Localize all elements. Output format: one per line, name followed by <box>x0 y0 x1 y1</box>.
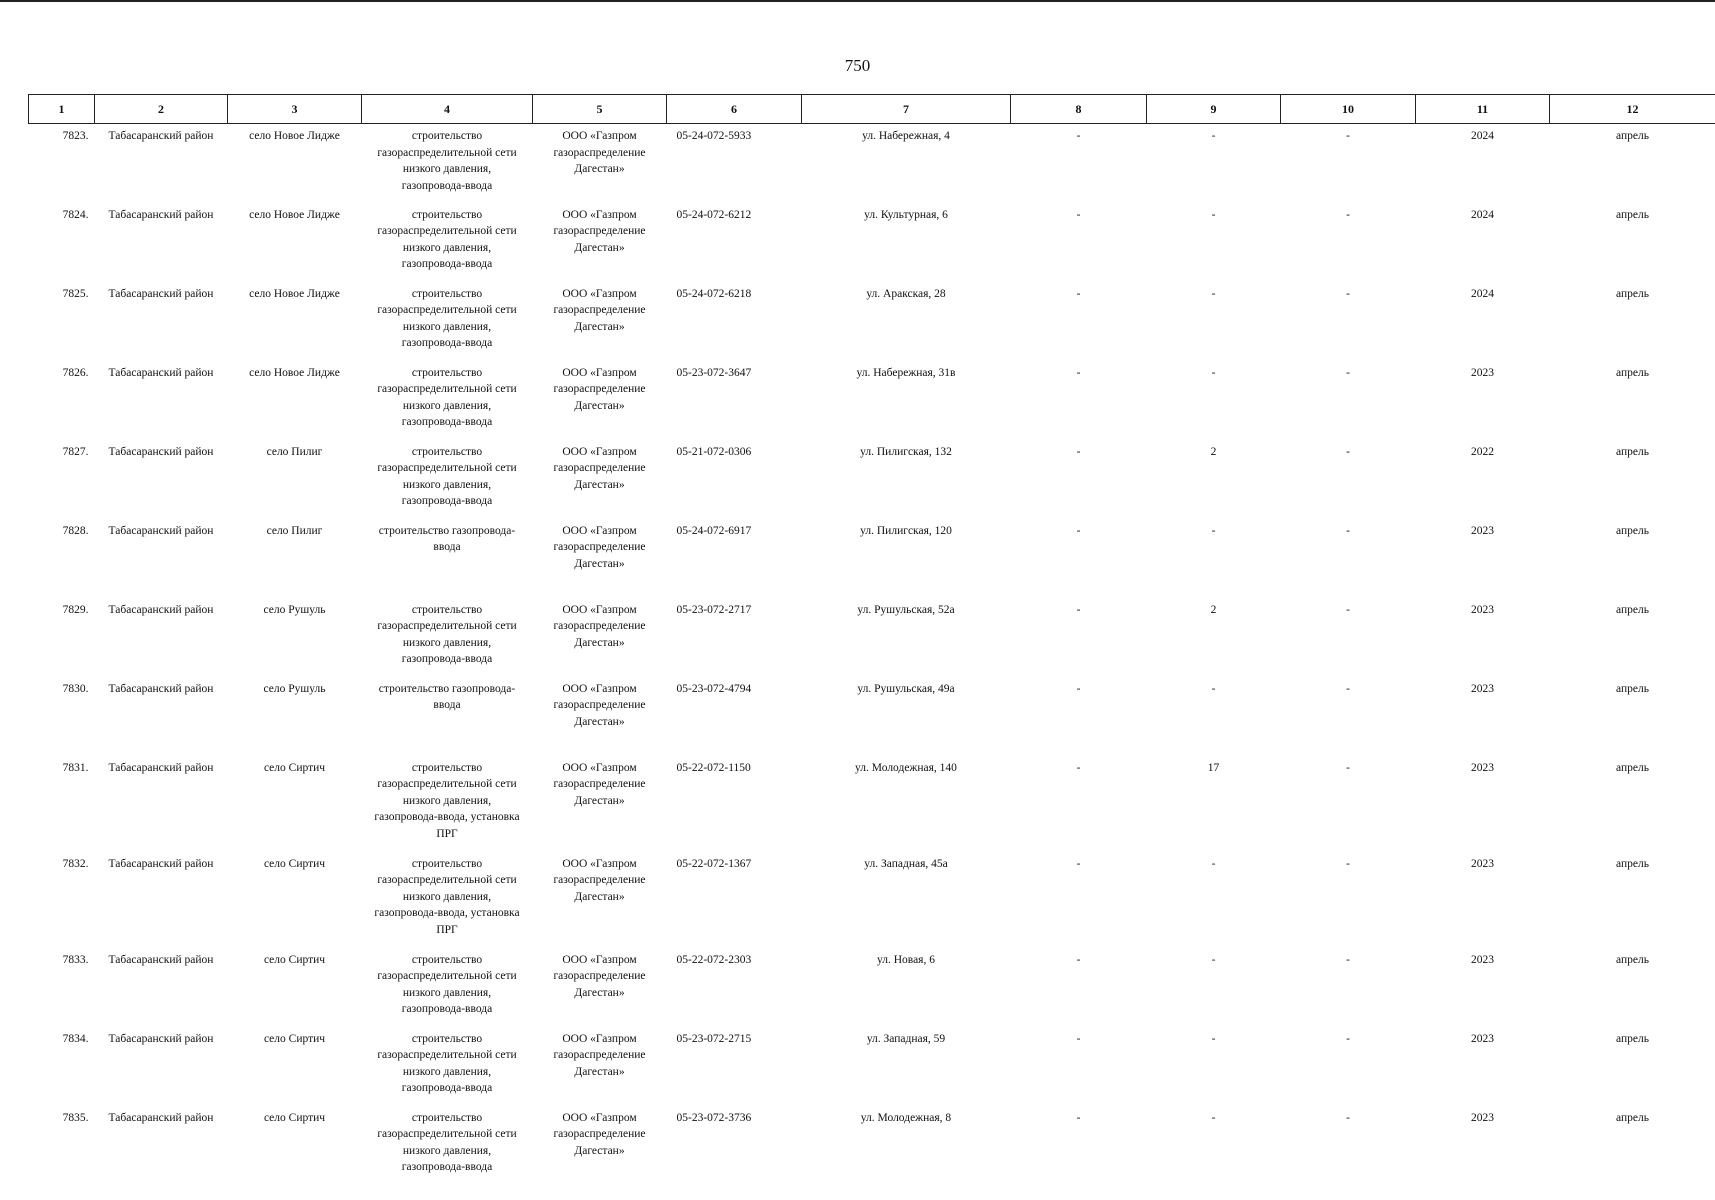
column-header-7: 7 <box>802 95 1011 124</box>
cell-code: 05-24-072-6218 <box>676 287 752 300</box>
cell-district: Табасаранский район <box>108 682 214 695</box>
cell-work-type-line: строительство газопровода- <box>378 682 516 695</box>
cell-col9: - <box>1211 1032 1216 1045</box>
cell-work-type <box>362 948 533 1027</box>
cell-settlement: село Новое Лидже <box>249 130 340 142</box>
cell-col8: - <box>1076 1032 1081 1045</box>
cell-col10: - <box>1346 366 1350 379</box>
cell-year: 2023 <box>1471 524 1494 537</box>
cell-work-type-line: низкого давления, <box>402 241 492 254</box>
cell-col8: - <box>1076 208 1081 221</box>
cell-district: Табасаранский район <box>108 130 214 142</box>
cell-organization-line: Дагестан» <box>574 986 625 999</box>
cell-settlement: село Пилиг <box>266 524 323 537</box>
cell-district: Табасаранский район <box>108 1111 214 1124</box>
cell-code: 05-21-072-0306 <box>676 445 752 458</box>
cell-number: 7830. <box>62 682 89 695</box>
cell-work-type-line: газораспределительной сети <box>377 462 517 474</box>
table-row <box>29 756 1715 852</box>
cell-year: 2023 <box>1471 761 1494 774</box>
cell-col9: - <box>1211 524 1216 537</box>
cell-work-type-line: строительство <box>411 857 483 870</box>
cell-number: 7833. <box>62 953 89 966</box>
cell-code: 05-24-072-6917 <box>676 524 752 537</box>
column-header-5: 5 <box>533 95 667 124</box>
cell-organization-line: Дагестан» <box>574 794 625 807</box>
cell-col8: - <box>1076 953 1081 966</box>
cell-number: 7828. <box>62 524 89 537</box>
cell-work-type-line: строительство <box>411 1032 483 1045</box>
cell-organization-line: ООО «Газпром <box>562 603 637 616</box>
column-header-9: 9 <box>1147 95 1281 124</box>
table-row <box>29 677 1715 756</box>
cell-organization <box>533 852 667 948</box>
cell-month: апрель <box>1616 366 1649 379</box>
cell-number: 7835. <box>62 1111 89 1124</box>
column-header-8: 8 <box>1011 95 1147 124</box>
cell-col9: - <box>1211 366 1216 379</box>
cell-work-type-line: газопровода-ввода <box>401 1082 493 1094</box>
cell-col10: - <box>1346 445 1350 458</box>
cell-work-type-line: низкого давления, <box>402 1144 492 1157</box>
cell-work-type-line: низкого давления, <box>402 636 492 649</box>
cell-address: ул. Пилигская, 132 <box>860 445 952 458</box>
cell-work-type-line: ПРГ <box>436 923 458 936</box>
cell-year: 2024 <box>1471 208 1494 221</box>
cell-col10: - <box>1346 1032 1350 1045</box>
cell-work-type-line: газораспределительной сети <box>377 304 517 316</box>
cell-organization-line: газораспределение <box>553 1049 646 1061</box>
cell-organization-line: газораспределение <box>553 778 646 790</box>
cell-work-type-line: низкого давления, <box>402 794 492 807</box>
cell-work-type-line: строительство <box>411 603 483 616</box>
table-row <box>29 1027 1715 1106</box>
cell-work-type-line: ввода <box>433 541 461 553</box>
cell-col9: - <box>1211 953 1216 966</box>
cell-work-type-line: газораспределительной сети <box>377 1049 517 1061</box>
cell-work-type-line: ввода <box>433 699 461 711</box>
cell-year: 2023 <box>1471 366 1494 379</box>
cell-work-type <box>362 124 533 203</box>
cell-code: 05-24-072-6212 <box>676 208 752 221</box>
cell-district: Табасаранский район <box>108 953 214 966</box>
cell-settlement: село Сиртич <box>263 953 326 966</box>
cell-work-type <box>362 203 533 282</box>
cell-col8: - <box>1076 603 1081 616</box>
cell-col10: - <box>1346 857 1350 870</box>
cell-work-type-line: газораспределительной сети <box>377 146 517 159</box>
cell-organization-line: Дагестан» <box>574 399 625 412</box>
cell-address: ул. Набережная, 4 <box>862 130 950 142</box>
column-header-2: 2 <box>95 95 228 124</box>
cell-address: ул. Культурная, 6 <box>864 208 948 221</box>
cell-year: 2023 <box>1471 603 1494 616</box>
cell-organization-line: Дагестан» <box>574 163 625 175</box>
cell-settlement: село Сиртич <box>263 761 326 774</box>
cell-work-type-line: газопровода-ввода <box>401 495 493 507</box>
cell-organization-line: Дагестан» <box>574 636 625 649</box>
cell-settlement: село Пилиг <box>266 445 323 458</box>
cell-col10: - <box>1346 208 1350 221</box>
cell-number: 7827. <box>62 445 89 458</box>
cell-organization <box>533 361 667 440</box>
cell-work-type-line: газораспределительной сети <box>377 970 517 982</box>
cell-organization-line: ООО «Газпром <box>562 1032 637 1045</box>
cell-code: 05-23-072-2715 <box>676 1032 752 1045</box>
table-row <box>29 203 1715 282</box>
cell-work-type <box>362 519 533 598</box>
cell-number: 7825. <box>62 287 89 300</box>
cell-organization <box>533 440 667 519</box>
cell-month: апрель <box>1616 857 1649 870</box>
cell-col9: - <box>1211 208 1216 221</box>
cell-work-type-line: низкого давления, <box>402 478 492 491</box>
cell-year: 2023 <box>1471 682 1494 695</box>
cell-organization <box>533 124 667 203</box>
cell-work-type-line: газопровода-ввода, установка <box>374 811 520 823</box>
cell-work-type-line: строительство <box>411 208 483 221</box>
column-header-11: 11 <box>1416 95 1550 124</box>
cell-organization-line: ООО «Газпром <box>562 287 637 300</box>
table-row <box>29 1106 1715 1185</box>
cell-organization-line: газораспределение <box>553 874 646 886</box>
cell-work-type-line: газораспределительной сети <box>377 778 517 790</box>
cell-code: 05-24-072-5933 <box>676 130 752 142</box>
cell-col8: - <box>1076 366 1081 379</box>
cell-col8: - <box>1076 857 1081 870</box>
cell-organization-line: Дагестан» <box>574 557 625 570</box>
cell-work-type <box>362 677 533 756</box>
cell-col9: 17 <box>1207 761 1220 774</box>
cell-col9: - <box>1211 1111 1216 1124</box>
cell-code: 05-23-072-3736 <box>676 1111 752 1124</box>
cell-col9: - <box>1211 130 1216 142</box>
cell-address: ул. Аракская, 28 <box>866 287 946 300</box>
cell-work-type-line: газораспределительной сети <box>377 383 517 395</box>
cell-code: 05-22-072-1150 <box>676 761 751 774</box>
cell-year: 2022 <box>1471 445 1494 458</box>
cell-month: апрель <box>1616 682 1649 695</box>
cell-settlement: село Сиртич <box>263 1111 326 1124</box>
top-rule <box>0 0 1715 2</box>
cell-settlement: село Рушуль <box>263 603 326 616</box>
cell-organization-line: Дагестан» <box>574 1144 625 1157</box>
cell-organization-line: газораспределение <box>553 541 646 553</box>
cell-organization-line: ООО «Газпром <box>562 445 637 458</box>
cell-organization-line: Дагестан» <box>574 715 625 728</box>
cell-organization-line: ООО «Газпром <box>562 130 637 142</box>
page-number: 750 <box>844 56 871 75</box>
cell-organization-line: ООО «Газпром <box>562 524 637 537</box>
cell-month: апрель <box>1616 287 1649 300</box>
column-header-6: 6 <box>667 95 802 124</box>
cell-col10: - <box>1346 603 1350 616</box>
cell-col10: - <box>1346 287 1350 300</box>
cell-col8: - <box>1076 445 1081 458</box>
cell-organization <box>533 756 667 852</box>
cell-organization-line: ООО «Газпром <box>562 1111 637 1124</box>
cell-district: Табасаранский район <box>108 287 214 300</box>
cell-col9: - <box>1211 857 1216 870</box>
cell-work-type <box>362 756 533 852</box>
cell-address: ул. Западная, 59 <box>866 1032 946 1045</box>
cell-organization <box>533 519 667 598</box>
cell-organization-line: Дагестан» <box>574 1065 625 1078</box>
cell-work-type-line: низкого давления, <box>402 986 492 999</box>
cell-organization-line: Дагестан» <box>574 890 625 903</box>
cell-year: 2024 <box>1471 287 1494 300</box>
cell-organization-line: Дагестан» <box>574 320 625 333</box>
cell-year: 2023 <box>1471 1111 1494 1124</box>
cell-organization-line: газораспределение <box>553 383 646 395</box>
cell-code: 05-23-072-4794 <box>676 682 752 695</box>
cell-organization-line: Дагестан» <box>574 478 625 491</box>
cell-work-type-line: строительство <box>411 761 483 774</box>
cell-organization-line: газораспределение <box>553 225 646 237</box>
cell-district: Табасаранский район <box>108 761 214 774</box>
cell-organization-line: газораспределение <box>553 620 646 632</box>
cell-address: ул. Рушульская, 52а <box>857 603 955 616</box>
cell-work-type-line: газопровода-ввода <box>401 653 493 665</box>
cell-work-type <box>362 361 533 440</box>
cell-col10: - <box>1346 1111 1350 1124</box>
cell-month: апрель <box>1616 130 1649 142</box>
column-header-10: 10 <box>1281 95 1416 124</box>
cell-code: 05-23-072-3647 <box>676 366 752 379</box>
cell-organization-line: ООО «Газпром <box>562 761 637 774</box>
column-header-3: 3 <box>228 95 362 124</box>
cell-col9: 2 <box>1210 603 1217 616</box>
cell-col10: - <box>1346 130 1350 142</box>
cell-col8: - <box>1076 761 1081 774</box>
cell-year: 2023 <box>1471 1032 1494 1045</box>
table-body <box>29 124 1715 1185</box>
cell-col8: - <box>1076 524 1081 537</box>
table-row <box>29 440 1715 519</box>
cell-month: апрель <box>1616 761 1649 774</box>
table-row <box>29 124 1715 203</box>
cell-month: апрель <box>1616 603 1649 616</box>
cell-code: 05-22-072-1367 <box>676 857 752 870</box>
cell-col9: - <box>1211 682 1216 695</box>
cell-address: ул. Рушульская, 49а <box>857 682 955 695</box>
cell-number: 7826. <box>62 366 89 379</box>
cell-settlement: село Рушуль <box>263 682 326 695</box>
cell-settlement: село Сиртич <box>263 1032 326 1045</box>
cell-work-type-line: газораспределительной сети <box>377 1128 517 1140</box>
cell-work-type-line: строительство <box>411 287 483 300</box>
cell-settlement: село Новое Лидже <box>249 208 340 221</box>
cell-col10: - <box>1346 524 1350 537</box>
cell-work-type-line: низкого давления, <box>402 399 492 412</box>
cell-organization-line: газораспределение <box>553 304 646 316</box>
cell-number: 7834. <box>62 1032 89 1045</box>
cell-month: апрель <box>1616 953 1649 966</box>
table-row <box>29 361 1715 440</box>
cell-work-type-line: строительство <box>411 366 483 379</box>
cell-work-type <box>362 852 533 948</box>
cell-address: ул. Молодежная, 140 <box>855 761 957 774</box>
cell-work-type-line: низкого давления, <box>402 163 492 175</box>
cell-organization-line: газораспределение <box>553 1128 646 1140</box>
cell-organization-line: Дагестан» <box>574 241 625 254</box>
register-table <box>28 94 1715 1185</box>
cell-work-type-line: газопровода-ввода <box>401 1003 493 1015</box>
cell-work-type-line: строительство <box>411 130 483 142</box>
cell-work-type-line: низкого давления, <box>402 1065 492 1078</box>
cell-col10: - <box>1346 682 1350 695</box>
cell-month: апрель <box>1616 524 1649 537</box>
cell-organization <box>533 282 667 361</box>
cell-organization <box>533 1106 667 1185</box>
cell-organization <box>533 203 667 282</box>
cell-district: Табасаранский район <box>108 1032 214 1045</box>
cell-district: Табасаранский район <box>108 208 214 221</box>
cell-organization-line: ООО «Газпром <box>562 953 637 966</box>
cell-code: 05-22-072-2303 <box>676 953 752 966</box>
cell-work-type-line: газопровода-ввода <box>401 416 493 428</box>
table-row <box>29 948 1715 1027</box>
cell-number: 7823. <box>62 130 89 142</box>
cell-address: ул. Новая, 6 <box>877 953 935 966</box>
column-header-12: 12 <box>1550 95 1715 124</box>
cell-address: ул. Набережная, 31в <box>856 366 956 379</box>
cell-work-type-line: газопровода-ввода, установка <box>374 907 520 919</box>
cell-district: Табасаранский район <box>108 445 214 458</box>
cell-col8: - <box>1076 287 1081 300</box>
cell-number: 7831. <box>62 761 89 774</box>
cell-district: Табасаранский район <box>108 857 214 870</box>
cell-organization-line: ООО «Газпром <box>562 366 637 379</box>
cell-col9: 2 <box>1210 445 1217 458</box>
cell-district: Табасаранский район <box>108 603 214 616</box>
cell-col8: - <box>1076 1111 1081 1124</box>
cell-work-type-line: газораспределительной сети <box>377 874 517 886</box>
cell-work-type <box>362 1106 533 1185</box>
cell-work-type-line: строительство газопровода- <box>378 524 516 537</box>
column-header-1: 1 <box>29 95 95 124</box>
cell-organization <box>533 948 667 1027</box>
cell-settlement: село Новое Лидже <box>249 366 340 379</box>
cell-month: апрель <box>1616 1032 1649 1045</box>
cell-month: апрель <box>1616 445 1649 458</box>
cell-work-type-line: низкого давления, <box>402 890 492 903</box>
cell-month: апрель <box>1616 1111 1649 1124</box>
cell-address: ул. Пилигская, 120 <box>860 524 952 537</box>
cell-address: ул. Молодежная, 8 <box>860 1111 952 1124</box>
cell-col8: - <box>1076 130 1081 142</box>
cell-organization <box>533 1027 667 1106</box>
column-header-4: 4 <box>362 95 533 124</box>
cell-work-type <box>362 282 533 361</box>
cell-work-type-line: ПРГ <box>436 827 458 840</box>
cell-month: апрель <box>1616 208 1649 221</box>
cell-number: 7829. <box>62 603 89 616</box>
cell-district: Табасаранский район <box>108 524 214 537</box>
cell-organization <box>533 677 667 756</box>
cell-work-type-line: газопровода-ввода <box>401 179 493 192</box>
cell-col10: - <box>1346 761 1350 774</box>
cell-organization <box>533 598 667 677</box>
cell-year: 2024 <box>1471 130 1494 142</box>
cell-organization-line: ООО «Газпром <box>562 208 637 221</box>
table-row <box>29 598 1715 677</box>
cell-code: 05-23-072-2717 <box>676 603 752 616</box>
cell-work-type-line: газопровода-ввода <box>401 1161 493 1173</box>
cell-work-type <box>362 1027 533 1106</box>
cell-work-type <box>362 598 533 677</box>
cell-year: 2023 <box>1471 953 1494 966</box>
cell-col9: - <box>1211 287 1216 300</box>
table-row <box>29 852 1715 948</box>
cell-organization-line: газораспределение <box>553 699 646 711</box>
cell-work-type-line: газопровода-ввода <box>401 258 493 270</box>
cell-settlement: село Сиртич <box>263 857 326 870</box>
header-row <box>29 95 1715 124</box>
cell-district: Табасаранский район <box>108 366 214 379</box>
cell-work-type-line: газораспределительной сети <box>377 225 517 237</box>
cell-organization-line: газораспределение <box>553 462 646 474</box>
cell-work-type-line: газопровода-ввода <box>401 337 493 349</box>
cell-col8: - <box>1076 682 1081 695</box>
cell-col10: - <box>1346 953 1350 966</box>
cell-number: 7832. <box>62 857 89 870</box>
cell-organization-line: ООО «Газпром <box>562 857 637 870</box>
table-row <box>29 282 1715 361</box>
cell-number: 7824. <box>62 208 89 221</box>
cell-work-type-line: строительство <box>411 1111 483 1124</box>
cell-work-type-line: низкого давления, <box>402 320 492 333</box>
cell-organization-line: газораспределение <box>553 970 646 982</box>
table-row <box>29 519 1715 598</box>
cell-organization-line: ООО «Газпром <box>562 682 637 695</box>
cell-work-type-line: строительство <box>411 445 483 458</box>
cell-address: ул. Западная, 45а <box>864 857 948 870</box>
cell-work-type <box>362 440 533 519</box>
cell-settlement: село Новое Лидже <box>249 287 340 300</box>
cell-organization-line: газораспределение <box>553 146 646 159</box>
cell-work-type-line: газораспределительной сети <box>377 620 517 632</box>
cell-year: 2023 <box>1471 857 1494 870</box>
cell-work-type-line: строительство <box>411 953 483 966</box>
